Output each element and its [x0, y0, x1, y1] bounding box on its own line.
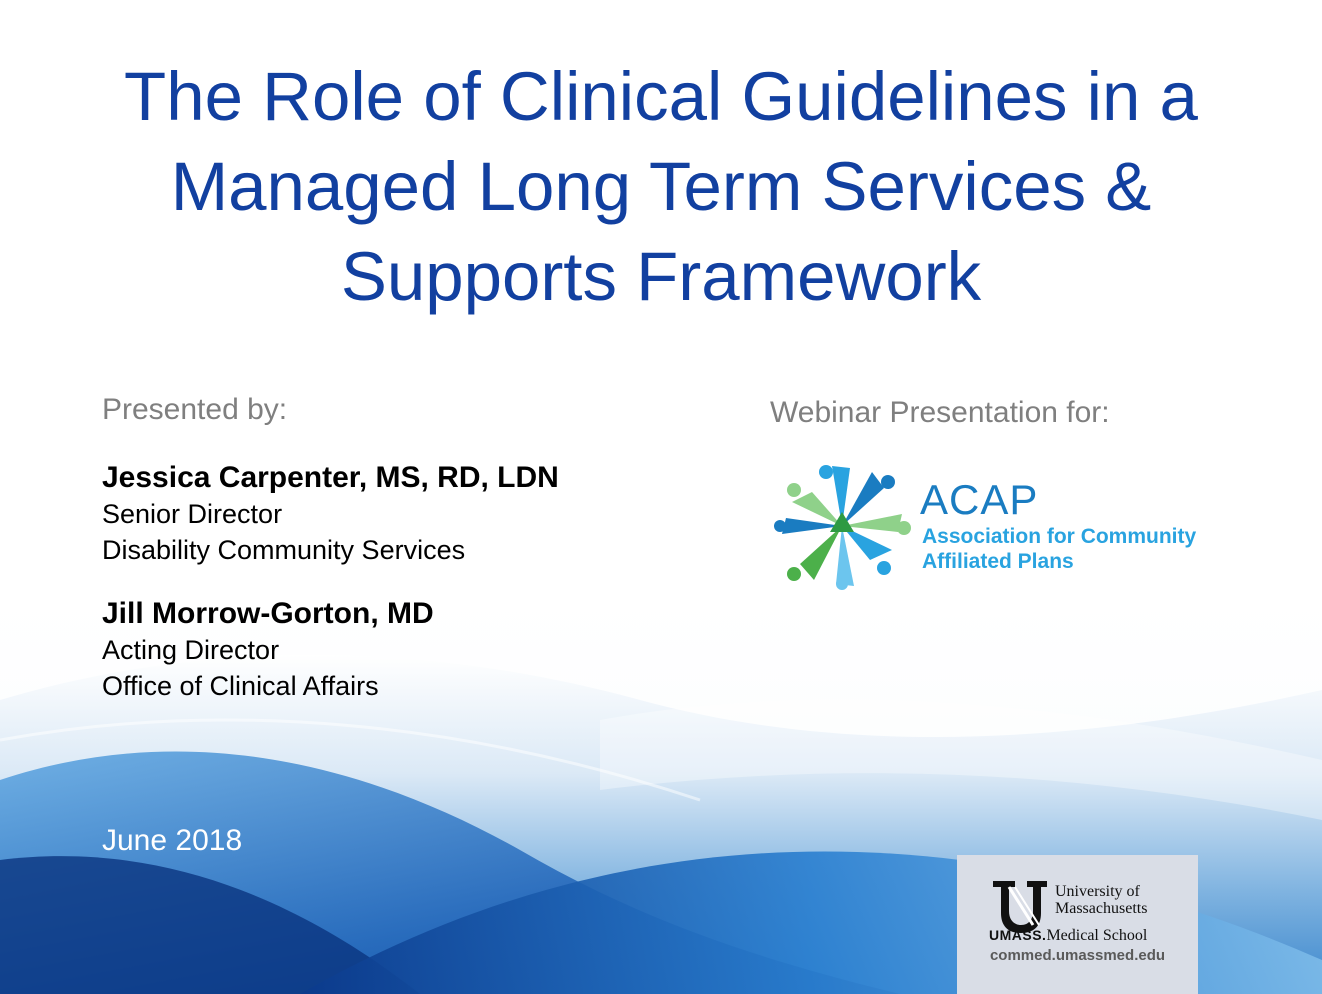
title-line-2: Managed Long Term Services &	[170, 148, 1152, 225]
acap-name: ACAP	[920, 476, 1039, 523]
umass-url: commed.umassmed.edu	[989, 947, 1166, 964]
acap-subtitle-line-1: Association for Community	[922, 525, 1197, 548]
presented-by-label: Presented by:	[102, 393, 288, 426]
acap-people-icon	[772, 462, 912, 590]
acap-subtitle-line-2: Affiliated Plans	[922, 550, 1074, 573]
presenter-title: Acting Director	[102, 635, 280, 665]
acap-logo	[772, 462, 1222, 590]
presenter-department: Office of Clinical Affairs	[102, 671, 379, 701]
presenter-department: Disability Community Services	[102, 535, 466, 565]
webinar-label: Webinar Presentation for:	[770, 396, 1110, 429]
umass-line-1: University of	[1055, 883, 1140, 900]
presenter-title: Senior Director	[102, 499, 283, 529]
presenter-2	[102, 596, 434, 704]
acap-subtitle	[922, 524, 1196, 574]
title-line-1: The Role of Clinical Guidelines in a	[124, 58, 1198, 135]
umass-wordmark-text: UMASS.	[989, 927, 1047, 943]
presentation-date: June 2018	[102, 824, 243, 857]
title-line-3: Supports Framework	[340, 238, 982, 315]
slide-title	[40, 52, 1282, 322]
umass-line-2: Massachusetts	[1055, 900, 1148, 917]
umass-wordmark	[989, 927, 1147, 945]
umass-logo	[957, 855, 1198, 994]
presenter-1	[102, 460, 559, 568]
presenter-name: Jill Morrow-Gorton, MD	[102, 597, 434, 630]
umass-line-3: Medical School	[1046, 927, 1148, 944]
umass-university-name	[1055, 883, 1147, 917]
presenter-name: Jessica Carpenter, MS, RD, LDN	[102, 461, 559, 494]
